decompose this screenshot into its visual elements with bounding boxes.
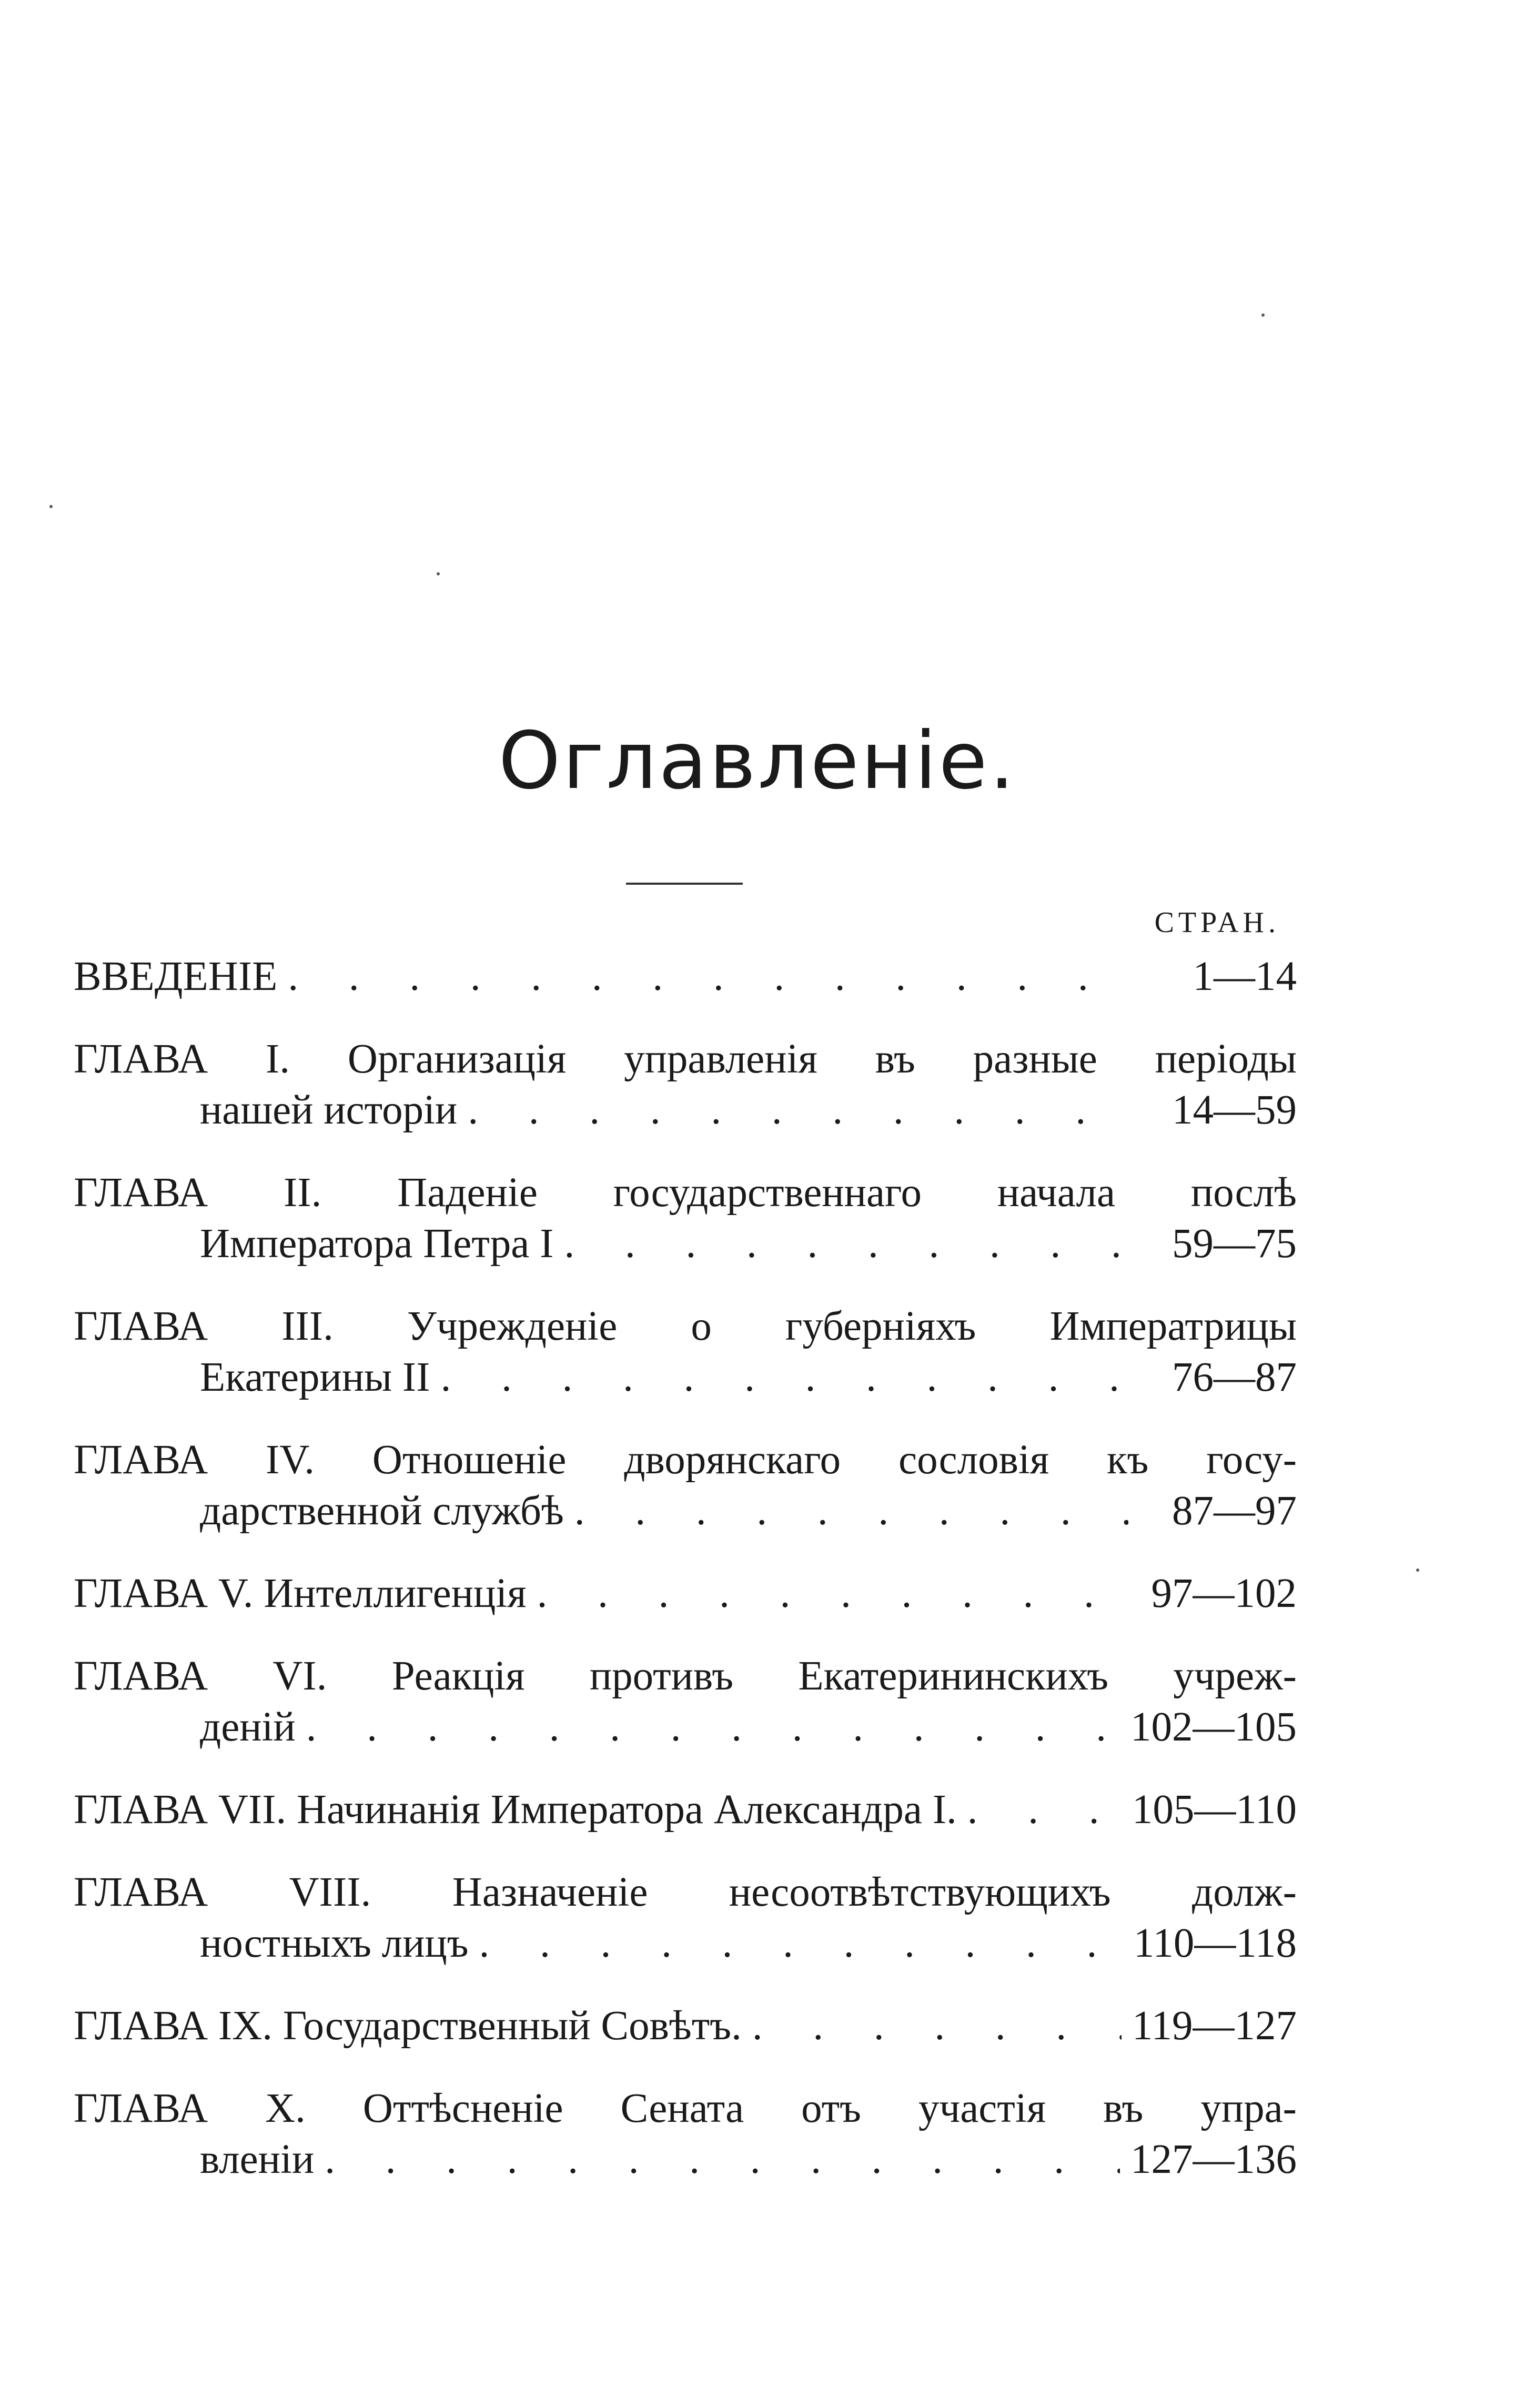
dot-leader (468, 1085, 1128, 1136)
toc-entry (74, 2083, 1297, 2185)
toc-entry-pages: 87—97 (1172, 1488, 1297, 1534)
dot-leader (441, 1352, 1128, 1403)
toc-entry-pages: 127—136 (1130, 2137, 1297, 2182)
table-of-contents (74, 951, 1297, 2217)
toc-entry (74, 1651, 1297, 1753)
toc-entry-pages: 97—102 (1151, 1571, 1297, 1616)
toc-entry-continuation: Екатерины II (200, 1354, 430, 1400)
toc-entry (74, 1034, 1297, 1136)
toc-entry-heading: ГЛАВА IV. Отношеніе дворянскаго сословія къ госу- (74, 1437, 1297, 1483)
toc-entry-heading: ГЛАВА IX. Государственный Совѣтъ. (74, 2003, 742, 2049)
title-divider (626, 883, 743, 885)
toc-entry (74, 951, 1297, 1002)
toc-entry-continuation: деній (200, 1704, 296, 1750)
toc-entry (74, 1568, 1297, 1619)
toc-entry-pages: 110—118 (1133, 1920, 1297, 1966)
toc-entry-heading: ГЛАВА X. Оттѣсненіе Сената отъ участія въ упра- (74, 2086, 1297, 2131)
toc-entry-heading: ГЛАВА III. Учрежденіе о губерніяхъ Императрицы (74, 1303, 1297, 1349)
toc-entry-continuation: нашей исторіи (200, 1087, 458, 1133)
toc-entry-pages: 59—75 (1172, 1221, 1297, 1267)
dot-leader (537, 1568, 1128, 1619)
toc-entry-continuation: Императора Петра I (200, 1221, 554, 1267)
page-title: Оглавленіе. (498, 715, 1017, 807)
toc-entry-pages: 76—87 (1172, 1354, 1297, 1400)
pages-column-header: СТРАН. (1154, 906, 1280, 939)
toc-entry-heading: ГЛАВА VII. Начинанія Императора Александра I. (74, 1787, 957, 1833)
toc-entry (74, 1867, 1297, 1969)
toc-entry-pages: 105—110 (1132, 1787, 1297, 1833)
toc-entry-continuation: дарственной службѣ (200, 1488, 564, 1534)
toc-entry-heading: ГЛАВА VIII. Назначеніе несоотвѣтствующихъ долж- (74, 1869, 1297, 1915)
toc-entry (74, 1784, 1297, 1835)
toc-entry-pages: 119—127 (1132, 2003, 1297, 2049)
toc-entry-pages: 1—14 (1193, 954, 1297, 999)
dot-leader (967, 1784, 1122, 1835)
toc-entry (74, 1167, 1297, 1269)
toc-entry-pages: 14—59 (1172, 1087, 1297, 1133)
dot-leader (564, 1218, 1128, 1269)
toc-entry-pages: 102—105 (1130, 1704, 1297, 1750)
toc-entry-heading: ГЛАВА V. Интеллигенція (74, 1571, 527, 1616)
toc-entry-continuation: вленіи (200, 2137, 315, 2182)
dot-leader (325, 2134, 1120, 2185)
toc-entry-heading: ГЛАВА VI. Реакція противъ Екатерининскихъ учреж- (74, 1653, 1297, 1699)
toc-entry (74, 1434, 1297, 1536)
dot-leader (574, 1485, 1128, 1536)
dot-leader (288, 951, 1128, 1002)
dot-leader (306, 1702, 1120, 1753)
toc-entry (74, 1301, 1297, 1403)
toc-entry-continuation: ностныхъ лицъ (200, 1920, 469, 1966)
dot-leader (479, 1918, 1123, 1969)
toc-entry-heading: ВВЕДЕНІЕ (74, 954, 278, 999)
dot-leader (752, 2000, 1122, 2051)
toc-entry (74, 2000, 1297, 2051)
toc-entry-heading: ГЛАВА II. Паденіе государственнаго начала послѣ (74, 1170, 1297, 1216)
toc-entry-heading: ГЛАВА I. Организація управленія въ разные періоды (74, 1036, 1297, 1082)
